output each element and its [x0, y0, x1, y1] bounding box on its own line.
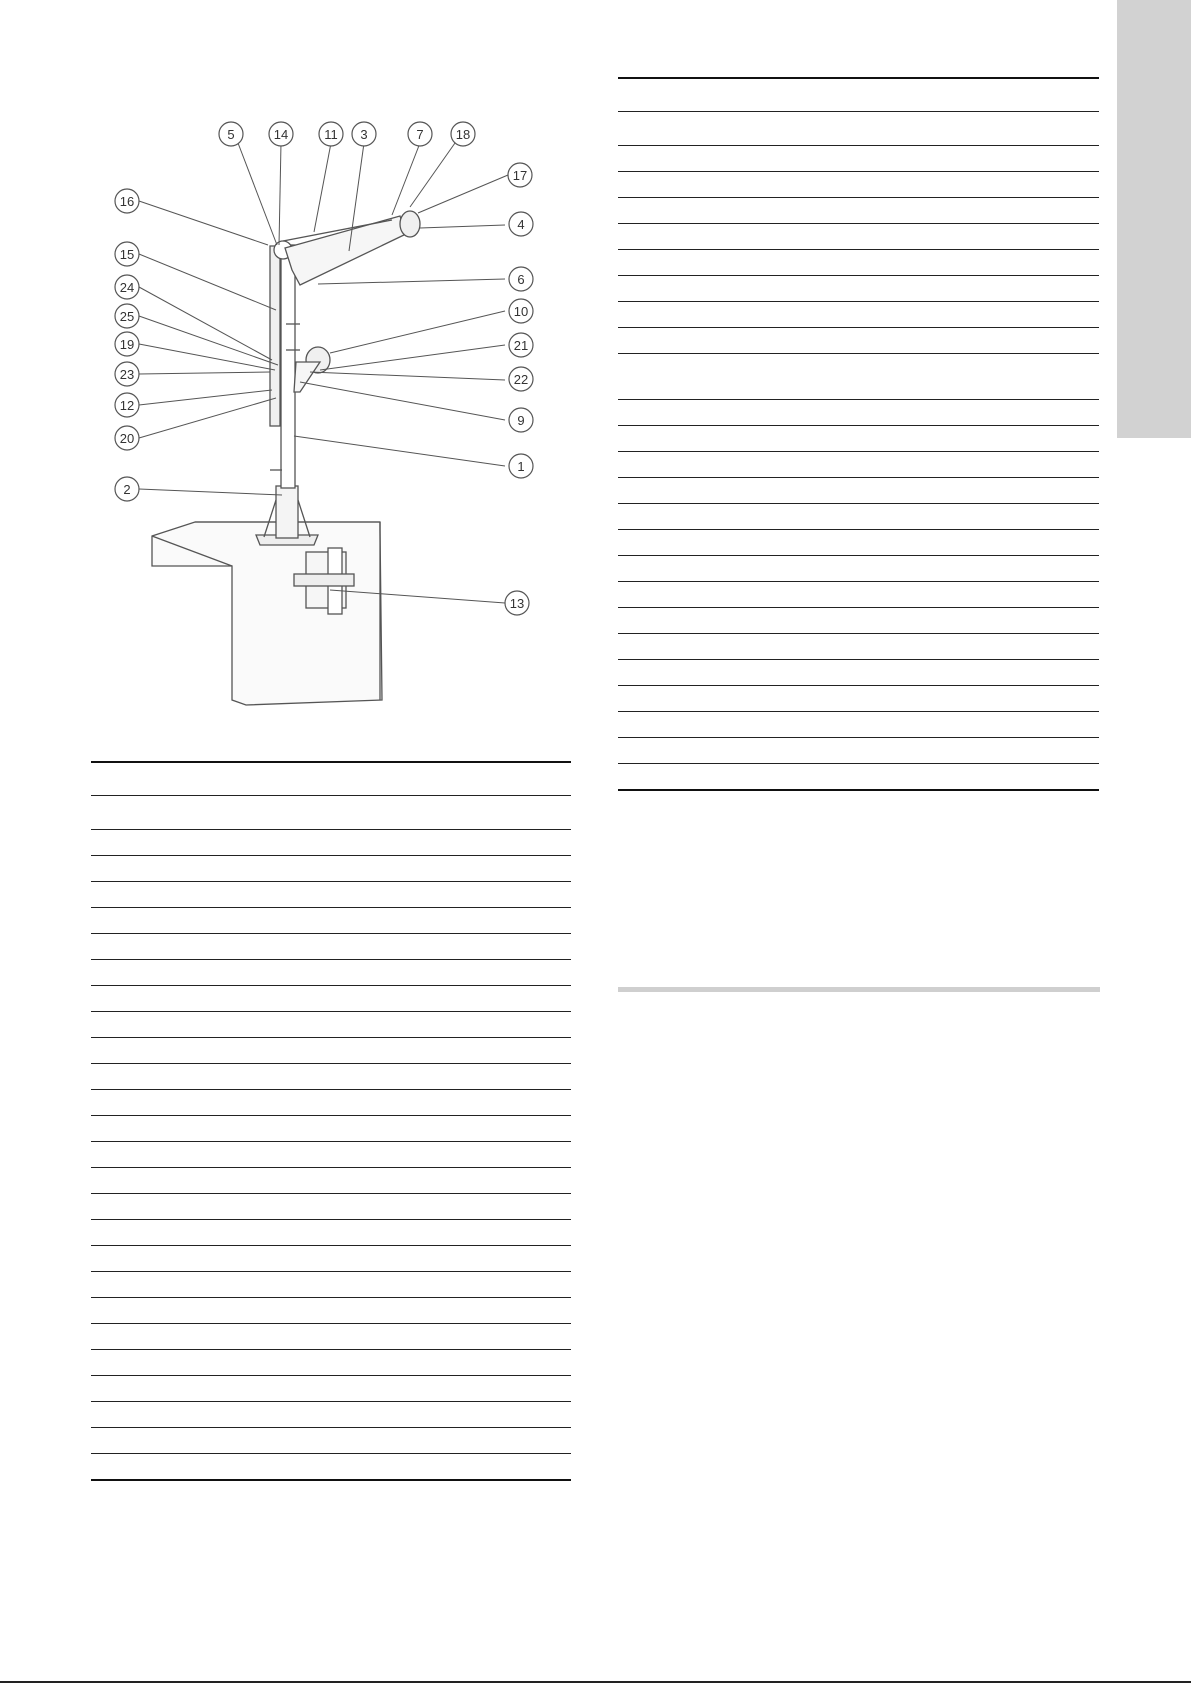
table-rule [91, 1297, 571, 1298]
table-rule [618, 659, 1099, 660]
table-rule [91, 1141, 571, 1142]
table-rule [618, 301, 1099, 302]
table-rule [618, 249, 1099, 250]
callout-label: 4 [517, 217, 525, 232]
table-rule [618, 425, 1099, 426]
callout-label: 21 [513, 338, 529, 353]
table-rule [618, 145, 1099, 146]
table-rule [91, 959, 571, 960]
table-rule [91, 907, 571, 908]
page-bottom-rule [0, 1681, 1191, 1683]
table-rule [91, 1167, 571, 1168]
table-rule [618, 503, 1099, 504]
table-rule [91, 933, 571, 934]
callout-label: 9 [517, 413, 525, 428]
table-rule [618, 737, 1099, 738]
callout-label: 1 [517, 459, 525, 474]
table-rule [91, 1427, 571, 1428]
callout-label: 19 [119, 337, 135, 352]
callout-label: 17 [512, 168, 528, 183]
table-rule [91, 1115, 571, 1116]
crane-figure [0, 0, 600, 730]
table-rule [91, 1245, 571, 1246]
table-rule [618, 171, 1099, 172]
crane-drawing [0, 0, 600, 730]
table-rule [618, 607, 1099, 608]
table-rule [91, 829, 571, 830]
table-rule [91, 795, 571, 796]
table-rule [618, 789, 1099, 791]
table-rule [91, 985, 571, 986]
section-tab [1117, 0, 1191, 438]
section-divider [618, 987, 1100, 992]
callout-label: 2 [123, 482, 131, 497]
callout-label: 18 [455, 127, 471, 142]
table-rule [618, 275, 1099, 276]
table-rule [91, 1219, 571, 1220]
callout-label: 6 [517, 272, 525, 287]
callout-label: 5 [227, 127, 235, 142]
callout-label: 11 [324, 127, 338, 142]
table-rule [618, 581, 1099, 582]
table-rule [618, 763, 1099, 764]
table-rule [91, 1401, 571, 1402]
table-rule [91, 1375, 571, 1376]
table-rule [618, 327, 1099, 328]
table-rule [91, 1011, 571, 1012]
callout-label: 15 [119, 247, 135, 262]
table-rule [91, 855, 571, 856]
callout-label: 13 [509, 596, 525, 611]
table-rule [618, 555, 1099, 556]
callout-label: 20 [119, 431, 135, 446]
table-rule [618, 111, 1099, 112]
table-rule [91, 761, 571, 763]
callout-label: 14 [273, 127, 289, 142]
callout-label: 22 [513, 372, 529, 387]
table-rule [91, 1349, 571, 1350]
table-rule [618, 711, 1099, 712]
table-rule [91, 1323, 571, 1324]
callout-label: 25 [119, 309, 135, 324]
parts-table-right [618, 77, 1099, 792]
table-rule [91, 1089, 571, 1090]
table-rule [618, 197, 1099, 198]
table-rule [91, 1037, 571, 1038]
table-rule [618, 451, 1099, 452]
callout-label: 23 [119, 367, 135, 382]
callout-label: 10 [513, 304, 529, 319]
table-rule [618, 77, 1099, 79]
callout-label: 12 [119, 398, 135, 413]
table-rule [618, 529, 1099, 530]
table-rule [618, 353, 1099, 354]
table-rule [618, 633, 1099, 634]
callout-label: 7 [416, 127, 424, 142]
callout-label: 16 [119, 194, 135, 209]
parts-table-left [91, 761, 571, 1456]
table-rule [618, 685, 1099, 686]
table-rule [91, 1479, 571, 1481]
table-rule [618, 477, 1099, 478]
table-rule [91, 1453, 571, 1454]
callout-label: 3 [360, 127, 368, 142]
table-rule [618, 223, 1099, 224]
table-rule [91, 1193, 571, 1194]
table-rule [618, 399, 1099, 400]
callout-label: 24 [119, 280, 135, 295]
table-rule [91, 1063, 571, 1064]
table-rule [91, 881, 571, 882]
table-rule [91, 1271, 571, 1272]
